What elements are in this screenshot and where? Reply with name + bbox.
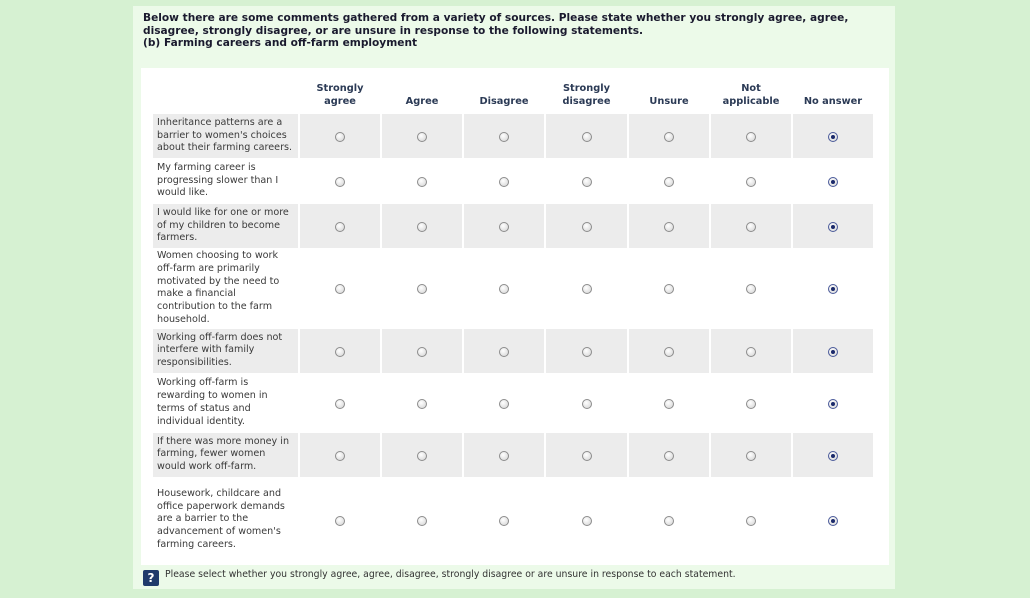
answer-cell: [546, 114, 627, 158]
answer-cell: [793, 158, 873, 204]
likert-grid: [151, 68, 875, 563]
answer-cell: [382, 114, 462, 158]
radio-disagree[interactable]: [499, 177, 509, 187]
answer-cell: [711, 433, 791, 477]
table-row: [153, 248, 873, 329]
answer-cell: [629, 433, 709, 477]
radio-no-answer[interactable]: [828, 284, 838, 294]
table-row: [153, 114, 873, 158]
answer-cell: [300, 477, 380, 563]
answer-cell: [546, 433, 627, 477]
answer-cell: [711, 158, 791, 204]
radio-not-applicable[interactable]: [746, 451, 756, 461]
statement-text: My farming career is progressing slower than I would like.: [153, 158, 298, 204]
answer-cell: [793, 248, 873, 329]
answer-cell: [793, 329, 873, 373]
column-header-agree: Agree: [405, 95, 439, 107]
radio-agree[interactable]: [417, 222, 427, 232]
table-row: [153, 373, 873, 433]
radio-no-answer[interactable]: [828, 177, 838, 187]
table-row: [153, 329, 873, 373]
radio-not-applicable[interactable]: [746, 177, 756, 187]
radio-unsure[interactable]: [664, 222, 674, 232]
radio-not-applicable[interactable]: [746, 347, 756, 357]
radio-disagree[interactable]: [499, 222, 509, 232]
column-header-no-answer: No answer: [803, 95, 863, 107]
statement-text: If there was more money in farming, fewer women would work off-farm.: [153, 433, 298, 477]
radio-disagree[interactable]: [499, 347, 509, 357]
radio-disagree[interactable]: [499, 132, 509, 142]
statement-text: Working off-farm is rewarding to women in terms of status and individual identity.: [153, 373, 298, 433]
statement-text: Working off-farm does not interfere with family responsibilities.: [153, 329, 298, 373]
answer-cell: [300, 248, 380, 329]
radio-unsure[interactable]: [664, 132, 674, 142]
radio-strongly-disagree[interactable]: [582, 284, 592, 294]
radio-strongly-disagree[interactable]: [582, 516, 592, 526]
answer-cell: [793, 477, 873, 563]
answer-cell: [546, 373, 627, 433]
answer-cell: [711, 204, 791, 248]
radio-strongly-disagree[interactable]: [582, 132, 592, 142]
answer-cell: [464, 329, 544, 373]
answer-cell: [629, 329, 709, 373]
answer-cell: [382, 373, 462, 433]
answer-cell: [382, 158, 462, 204]
radio-no-answer[interactable]: [828, 222, 838, 232]
table-row: [153, 204, 873, 248]
radio-unsure[interactable]: [664, 284, 674, 294]
answer-cell: [382, 433, 462, 477]
radio-strongly-agree[interactable]: [335, 132, 345, 142]
question-panel: [133, 6, 895, 589]
radio-agree[interactable]: [417, 284, 427, 294]
answer-cell: [464, 158, 544, 204]
answer-cell: [793, 204, 873, 248]
radio-disagree[interactable]: [499, 284, 509, 294]
answer-cell: [464, 204, 544, 248]
answer-cell: [382, 329, 462, 373]
answer-cell: [711, 114, 791, 158]
answer-cell: [629, 158, 709, 204]
radio-unsure[interactable]: [664, 347, 674, 357]
answer-cell: [300, 204, 380, 248]
radio-unsure[interactable]: [664, 177, 674, 187]
radio-disagree[interactable]: [499, 516, 509, 526]
radio-agree[interactable]: [417, 451, 427, 461]
answer-cell: [546, 477, 627, 563]
answer-cell: [629, 204, 709, 248]
radio-agree[interactable]: [417, 132, 427, 142]
radio-strongly-agree[interactable]: [335, 399, 345, 409]
radio-not-applicable[interactable]: [746, 132, 756, 142]
answer-cell: [300, 329, 380, 373]
radio-agree[interactable]: [417, 516, 427, 526]
answer-cell: [300, 114, 380, 158]
help-icon[interactable]: ?: [143, 570, 159, 586]
answer-cell: [629, 248, 709, 329]
radio-unsure[interactable]: [664, 399, 674, 409]
radio-strongly-agree[interactable]: [335, 177, 345, 187]
answer-cell: [300, 158, 380, 204]
answer-cell: [793, 373, 873, 433]
radio-agree[interactable]: [417, 347, 427, 357]
question-text: Below there are some comments gathered from a variety of sources. Please state whether you strongly agree, agree, disagree, strongly disagree, or are unsure in response to the following statements.: [143, 12, 849, 37]
radio-disagree[interactable]: [499, 451, 509, 461]
answer-cell: [464, 477, 544, 563]
answer-cell: [546, 204, 627, 248]
answer-cell: [546, 329, 627, 373]
answer-cell: [629, 114, 709, 158]
column-header-strongly-disagree: Strongly disagree: [562, 83, 611, 107]
answer-cell: [464, 373, 544, 433]
question-subtitle: (b) Farming careers and off-farm employment: [143, 37, 418, 50]
table-row: [153, 158, 873, 204]
answer-cell: [546, 248, 627, 329]
radio-strongly-disagree[interactable]: [582, 347, 592, 357]
grid-body: [153, 114, 873, 563]
answer-cell: [546, 158, 627, 204]
radio-not-applicable[interactable]: [746, 516, 756, 526]
radio-no-answer[interactable]: [828, 347, 838, 357]
radio-disagree[interactable]: [499, 399, 509, 409]
radio-strongly-agree[interactable]: [335, 451, 345, 461]
column-header-disagree: Disagree: [479, 95, 529, 107]
answer-cell: [382, 477, 462, 563]
radio-strongly-agree[interactable]: [335, 516, 345, 526]
radio-no-answer[interactable]: [828, 132, 838, 142]
answer-cell: [300, 433, 380, 477]
help-text: Please select whether you strongly agree, agree, disagree, strongly disagree or are unsure in response to each statement.: [165, 569, 736, 580]
radio-no-answer[interactable]: [828, 516, 838, 526]
answer-cell: [711, 329, 791, 373]
answer-cell: [464, 248, 544, 329]
radio-not-applicable[interactable]: [746, 399, 756, 409]
answer-cell: [711, 373, 791, 433]
radio-agree[interactable]: [417, 399, 427, 409]
answer-cell: [793, 114, 873, 158]
radio-strongly-disagree[interactable]: [582, 399, 592, 409]
answer-cell: [629, 477, 709, 563]
statement-text: I would like for one or more of my children to become farmers.: [153, 204, 298, 248]
radio-strongly-disagree[interactable]: [582, 451, 592, 461]
answer-card: [141, 68, 889, 565]
radio-agree[interactable]: [417, 177, 427, 187]
radio-strongly-disagree[interactable]: [582, 222, 592, 232]
answer-cell: [464, 114, 544, 158]
table-row: [153, 433, 873, 477]
column-header-unsure: Unsure: [649, 95, 689, 107]
radio-no-answer[interactable]: [828, 399, 838, 409]
radio-not-applicable[interactable]: [746, 222, 756, 232]
answer-cell: [629, 373, 709, 433]
answer-cell: [793, 433, 873, 477]
answer-cell: [711, 477, 791, 563]
radio-strongly-agree[interactable]: [335, 347, 345, 357]
radio-strongly-agree[interactable]: [335, 284, 345, 294]
statement-text: Housework, childcare and office paperwork demands are a barrier to the advancement of women's farming careers.: [153, 477, 298, 563]
grid-header-row: [153, 68, 873, 114]
radio-unsure[interactable]: [664, 516, 674, 526]
answer-cell: [464, 433, 544, 477]
help-footer: [143, 568, 883, 586]
table-row: [153, 477, 873, 563]
column-header-strongly-agree: Strongly agree: [316, 83, 364, 107]
radio-not-applicable[interactable]: [746, 284, 756, 294]
answer-cell: [382, 204, 462, 248]
column-header-not-applicable: Not applicable: [722, 83, 780, 107]
radio-strongly-agree[interactable]: [335, 222, 345, 232]
radio-strongly-disagree[interactable]: [582, 177, 592, 187]
answer-cell: [711, 248, 791, 329]
radio-no-answer[interactable]: [828, 451, 838, 461]
statement-column-header: [153, 68, 298, 114]
answer-cell: [382, 248, 462, 329]
answer-cell: [300, 373, 380, 433]
radio-unsure[interactable]: [664, 451, 674, 461]
statement-text: Women choosing to work off-farm are primarily motivated by the need to make a financial contribution to the farm household.: [153, 248, 298, 329]
statement-text: Inheritance patterns are a barrier to women's choices about their farming careers.: [153, 114, 298, 158]
question-header: [143, 12, 888, 50]
